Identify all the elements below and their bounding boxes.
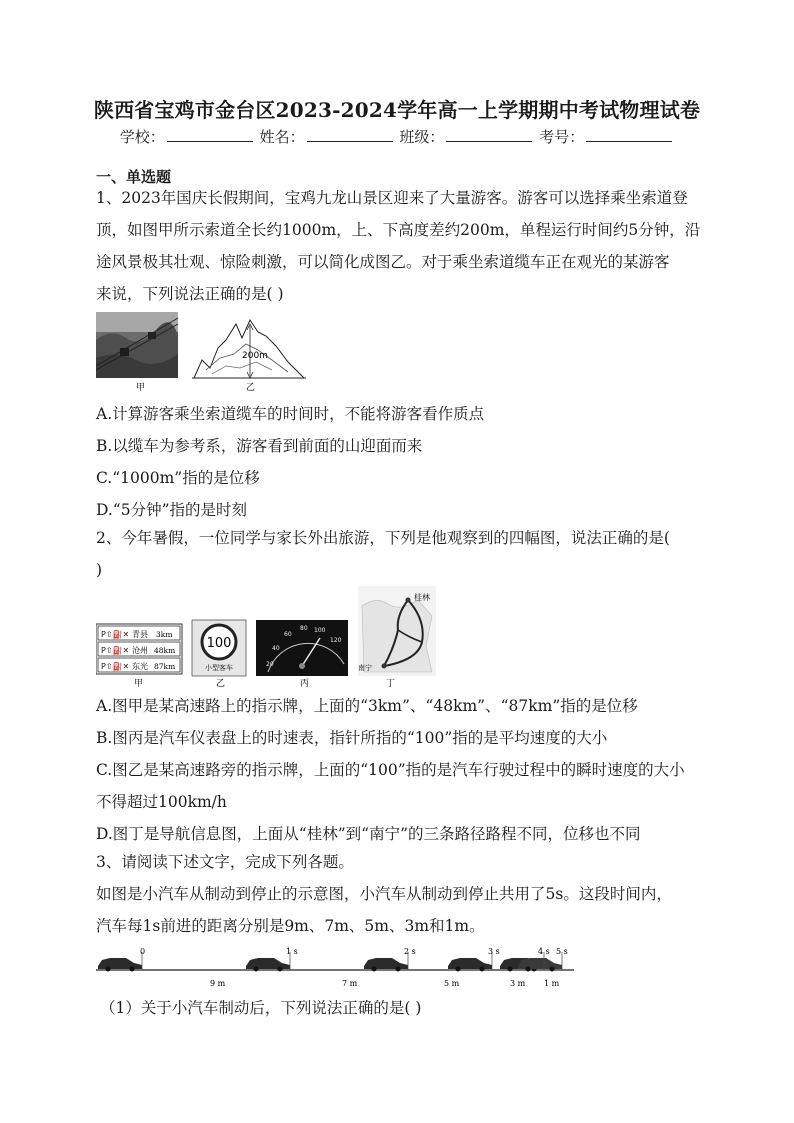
q2-option-a[interactable]: A.图甲是某高速路上的指示牌，上面的“3km”、“48km”、“87km”指的是位移: [96, 697, 638, 715]
time-mark-2: 2 s: [404, 947, 416, 956]
q2-option-d[interactable]: D.图丁是导航信息图，上面从“桂林”到“南宁”的三条路径路程不同，位移也不同: [96, 825, 641, 843]
q2-option-b[interactable]: B.图丙是汽车仪表盘上的时速表，指针所指的“100”指的是平均速度的大小: [96, 729, 608, 747]
mountain-sketch: [192, 320, 306, 378]
q3-text-line: 如图是小汽车从制动到停止的示意图，小汽车从制动到停止共用了5s。这段时间内，: [96, 885, 672, 903]
q2-figure: [96, 586, 436, 690]
school-blank[interactable]: [167, 127, 253, 142]
speed-limit-sign: [192, 620, 246, 676]
q3-text-line: 汽车每1s前进的距离分别是9m、7m、5m、3m和1m。: [96, 917, 485, 935]
student-info-line: [0, 126, 794, 147]
distance-label-3: 5 m: [444, 979, 460, 988]
svg-text:P⇧⛽✕: P⇧⛽✕: [101, 630, 130, 639]
speedometer: [256, 620, 348, 676]
q1-stem-line: 来说，下列说法正确的是( ): [96, 285, 284, 303]
q2-label-bing: 丙: [300, 679, 310, 689]
q1-stem-line: 顶，如图甲所示索道全长约1000m，上、下高度差约200m，单程运行时间约5分钟，沿: [96, 221, 701, 239]
svg-text:120: 120: [330, 637, 342, 644]
time-mark-5: 5 s: [556, 947, 568, 956]
speed-limit-caption: 小型客车: [205, 664, 233, 672]
q3-sub1: （1）关于小汽车制动后，下列说法正确的是( ): [100, 999, 422, 1017]
q2-option-c-continued: 不得超过100km/h: [96, 793, 227, 811]
q3-block: [96, 846, 706, 942]
sign-dist-2: 48km: [154, 646, 176, 655]
q1-option-d[interactable]: D.“5分钟”指的是时刻: [96, 501, 248, 519]
sign-place-2: 沧州: [132, 646, 148, 655]
distance-label-4: 3 m: [510, 979, 526, 988]
q1-option-b[interactable]: B.以缆车为参考系，游客看到前面的山迎面而来: [96, 437, 423, 455]
section-title: 一、单选题: [96, 168, 172, 186]
q2-stem: [96, 522, 706, 586]
q2-label-jia: 甲: [134, 679, 144, 689]
time-mark-3: 3 s: [488, 947, 500, 956]
distance-label-2: 7 m: [342, 979, 358, 988]
q3-intro: 3、请阅读下述文字，完成下列各题。: [96, 853, 354, 871]
q2-stem-line: ): [96, 561, 103, 579]
distance-label-5: 1 m: [544, 979, 560, 988]
height-label: 200m: [242, 351, 268, 361]
svg-text:20: 20: [266, 661, 274, 668]
braking-car-figure: [96, 944, 576, 992]
time-mark-0: 0: [140, 947, 146, 956]
q1-figure: [96, 310, 316, 392]
highway-distance-sign: [96, 624, 182, 674]
exam-number-label: 考号：: [539, 128, 585, 146]
q1-stem-line: 途风景极其壮观、惊险刺激，可以简化成图乙。对于乘坐索道缆车正在观光的某游客: [96, 253, 670, 271]
class-label: 班级：: [399, 128, 445, 146]
time-mark-4: 4 s: [538, 947, 550, 956]
q1-options: [96, 398, 706, 526]
sign-dist-1: 3km: [156, 630, 173, 639]
sign-dist-3: 87km: [154, 662, 176, 671]
name-label: 姓名：: [259, 128, 305, 146]
page-title: 陕西省宝鸡市金台区2023-2024学年高一上学期期中考试物理试卷: [93, 98, 701, 122]
q2-options: [96, 690, 706, 850]
q1-stem-line: 1、2023年国庆长假期间，宝鸡九龙山景区迎来了大量游客。游客可以选择乘坐索道登: [96, 189, 688, 207]
svg-text:100: 100: [314, 627, 326, 634]
exam-number-blank[interactable]: [586, 127, 672, 142]
q2-label-yi: 乙: [216, 679, 226, 689]
sign-place-3: 东光: [132, 662, 148, 671]
q1-option-c[interactable]: C.“1000m”指的是位移: [96, 469, 260, 487]
map-city-nanning: 南宁: [358, 664, 372, 672]
figure-label-jia: 甲: [136, 383, 146, 392]
svg-text:P⇧⛽✕: P⇧⛽✕: [101, 662, 130, 671]
map-city-guilin: 桂林: [414, 593, 430, 602]
name-blank[interactable]: [307, 127, 393, 142]
q1-option-a[interactable]: A.计算游客乘坐索道缆车的时间时，不能将游客看作质点: [96, 405, 485, 423]
sign-place-1: 青县: [132, 630, 148, 639]
q2-option-c[interactable]: C.图乙是某高速路旁的指示牌，上面的“100”指的是汽车行驶过程中的瞬时速度的大小: [96, 761, 685, 779]
svg-text:40: 40: [272, 645, 280, 652]
time-mark-1: 1 s: [286, 947, 298, 956]
school-label: 学校：: [119, 128, 165, 146]
svg-text:80: 80: [300, 625, 308, 632]
class-blank[interactable]: [446, 127, 532, 142]
q1-stem: [96, 182, 706, 310]
speed-limit-value: 100: [206, 636, 232, 651]
figure-label-yi: 乙: [246, 383, 256, 392]
distance-label-1: 9 m: [210, 979, 226, 988]
q2-stem-line: 2、今年暑假，一位同学与家长外出旅游，下列是他观察到的四幅图，说法正确的是(: [96, 529, 670, 547]
q2-label-ding: 丁: [386, 679, 396, 689]
svg-text:60: 60: [284, 631, 292, 638]
cable-car-photo: [96, 312, 178, 378]
svg-text:P⇧⛽✕: P⇧⛽✕: [101, 646, 130, 655]
